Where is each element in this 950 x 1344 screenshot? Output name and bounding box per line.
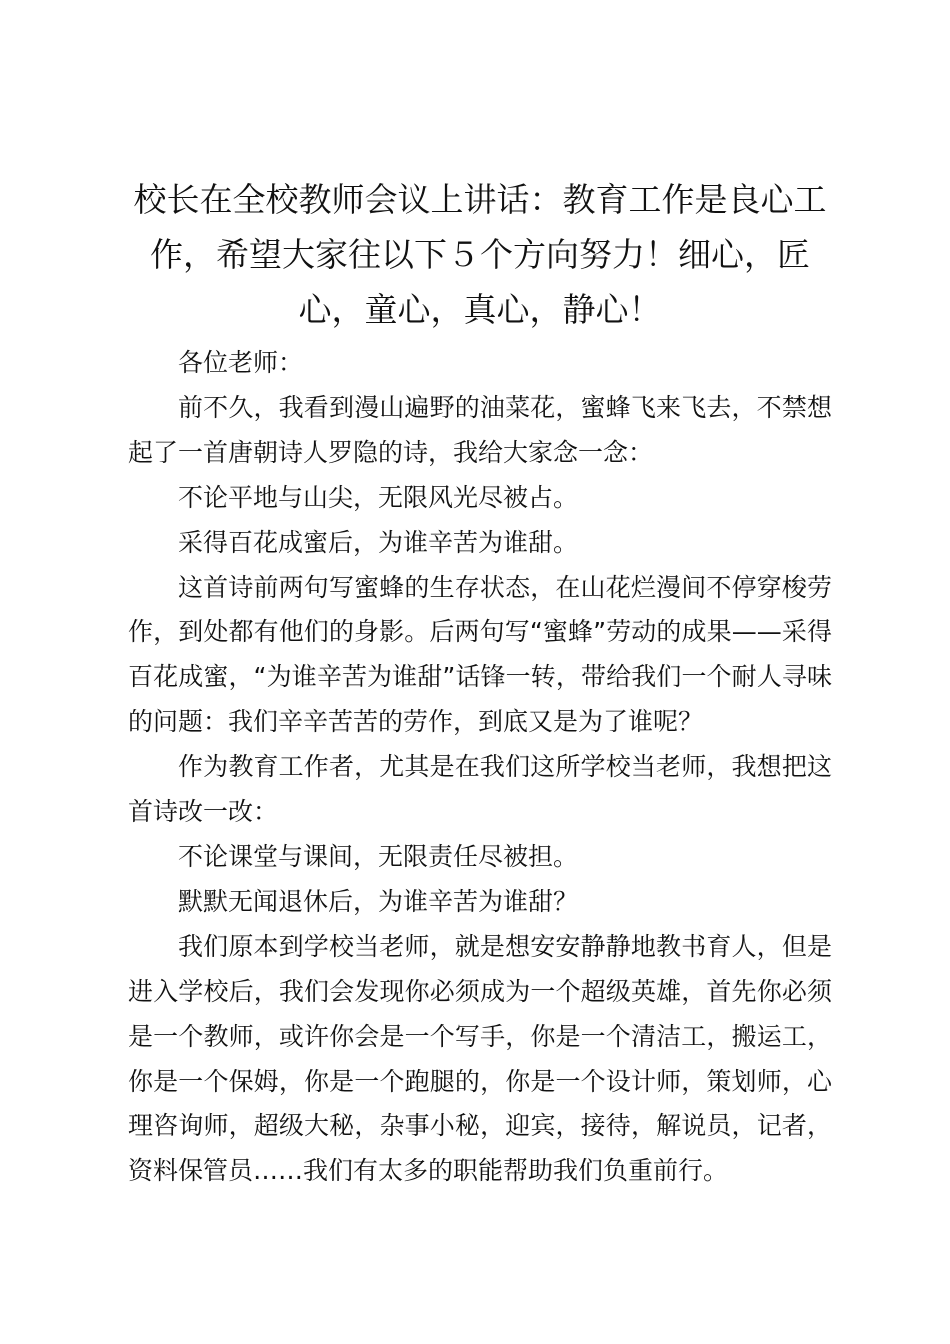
paragraph: 我们原本到学校当老师，就是想安安静静地教书育人，但是进入学校后，我们会发现你必须成为一个超级英雄，首先你必须是一个教师，或许你会是一个写手，你是一个清洁工，搬运工，你是一个保姆，你是一个跑腿的，你是一个设计师，策划师，心理咨询师，超级大秘，杂事小秘，迎宾，接待，解说员，记者，资料保管员……我们有太多的职能帮助我们负重前行。: [128, 931, 832, 1186]
document-body: [128, 341, 832, 1194]
paragraph: 不论平地与山尖，无限风光尽被占。: [178, 482, 579, 512]
document-page: [128, 172, 832, 1194]
paragraph: 这首诗前两句写蜜蜂的生存状态，在山花烂漫间不停穿梭劳作，到处都有他们的身影。后两句写“蜜蜂”劳动的成果——采得百花成蜜，“为谁辛苦为谁甜”话锋一转，带给我们一个耐人寻味的问题：我们辛辛苦苦的劳作，到底又是为了谁呢？: [128, 572, 832, 737]
paragraph: 默默无闻退休后，为谁辛苦为谁甜？: [178, 886, 579, 916]
paragraph: 前不久，我看到漫山遍野的油菜花，蜜蜂飞来飞去，不禁想起了一首唐朝诗人罗隐的诗，我给大家念一念：: [128, 392, 832, 467]
paragraph: 采得百花成蜜后，为谁辛苦为谁甜。: [178, 527, 579, 557]
document-title: 校长在全校教师会议上讲话：教育工作是良心工作，希望大家往以下５个方向努力！细心，匠心，童心，真心，静心！: [133, 180, 827, 329]
paragraph: 不论课堂与课间，无限责任尽被担。: [178, 841, 579, 871]
paragraph: 各位老师：: [178, 348, 304, 377]
paragraph: 作为教育工作者，尤其是在我们这所学校当老师，我想把这首诗改一改：: [128, 752, 832, 827]
